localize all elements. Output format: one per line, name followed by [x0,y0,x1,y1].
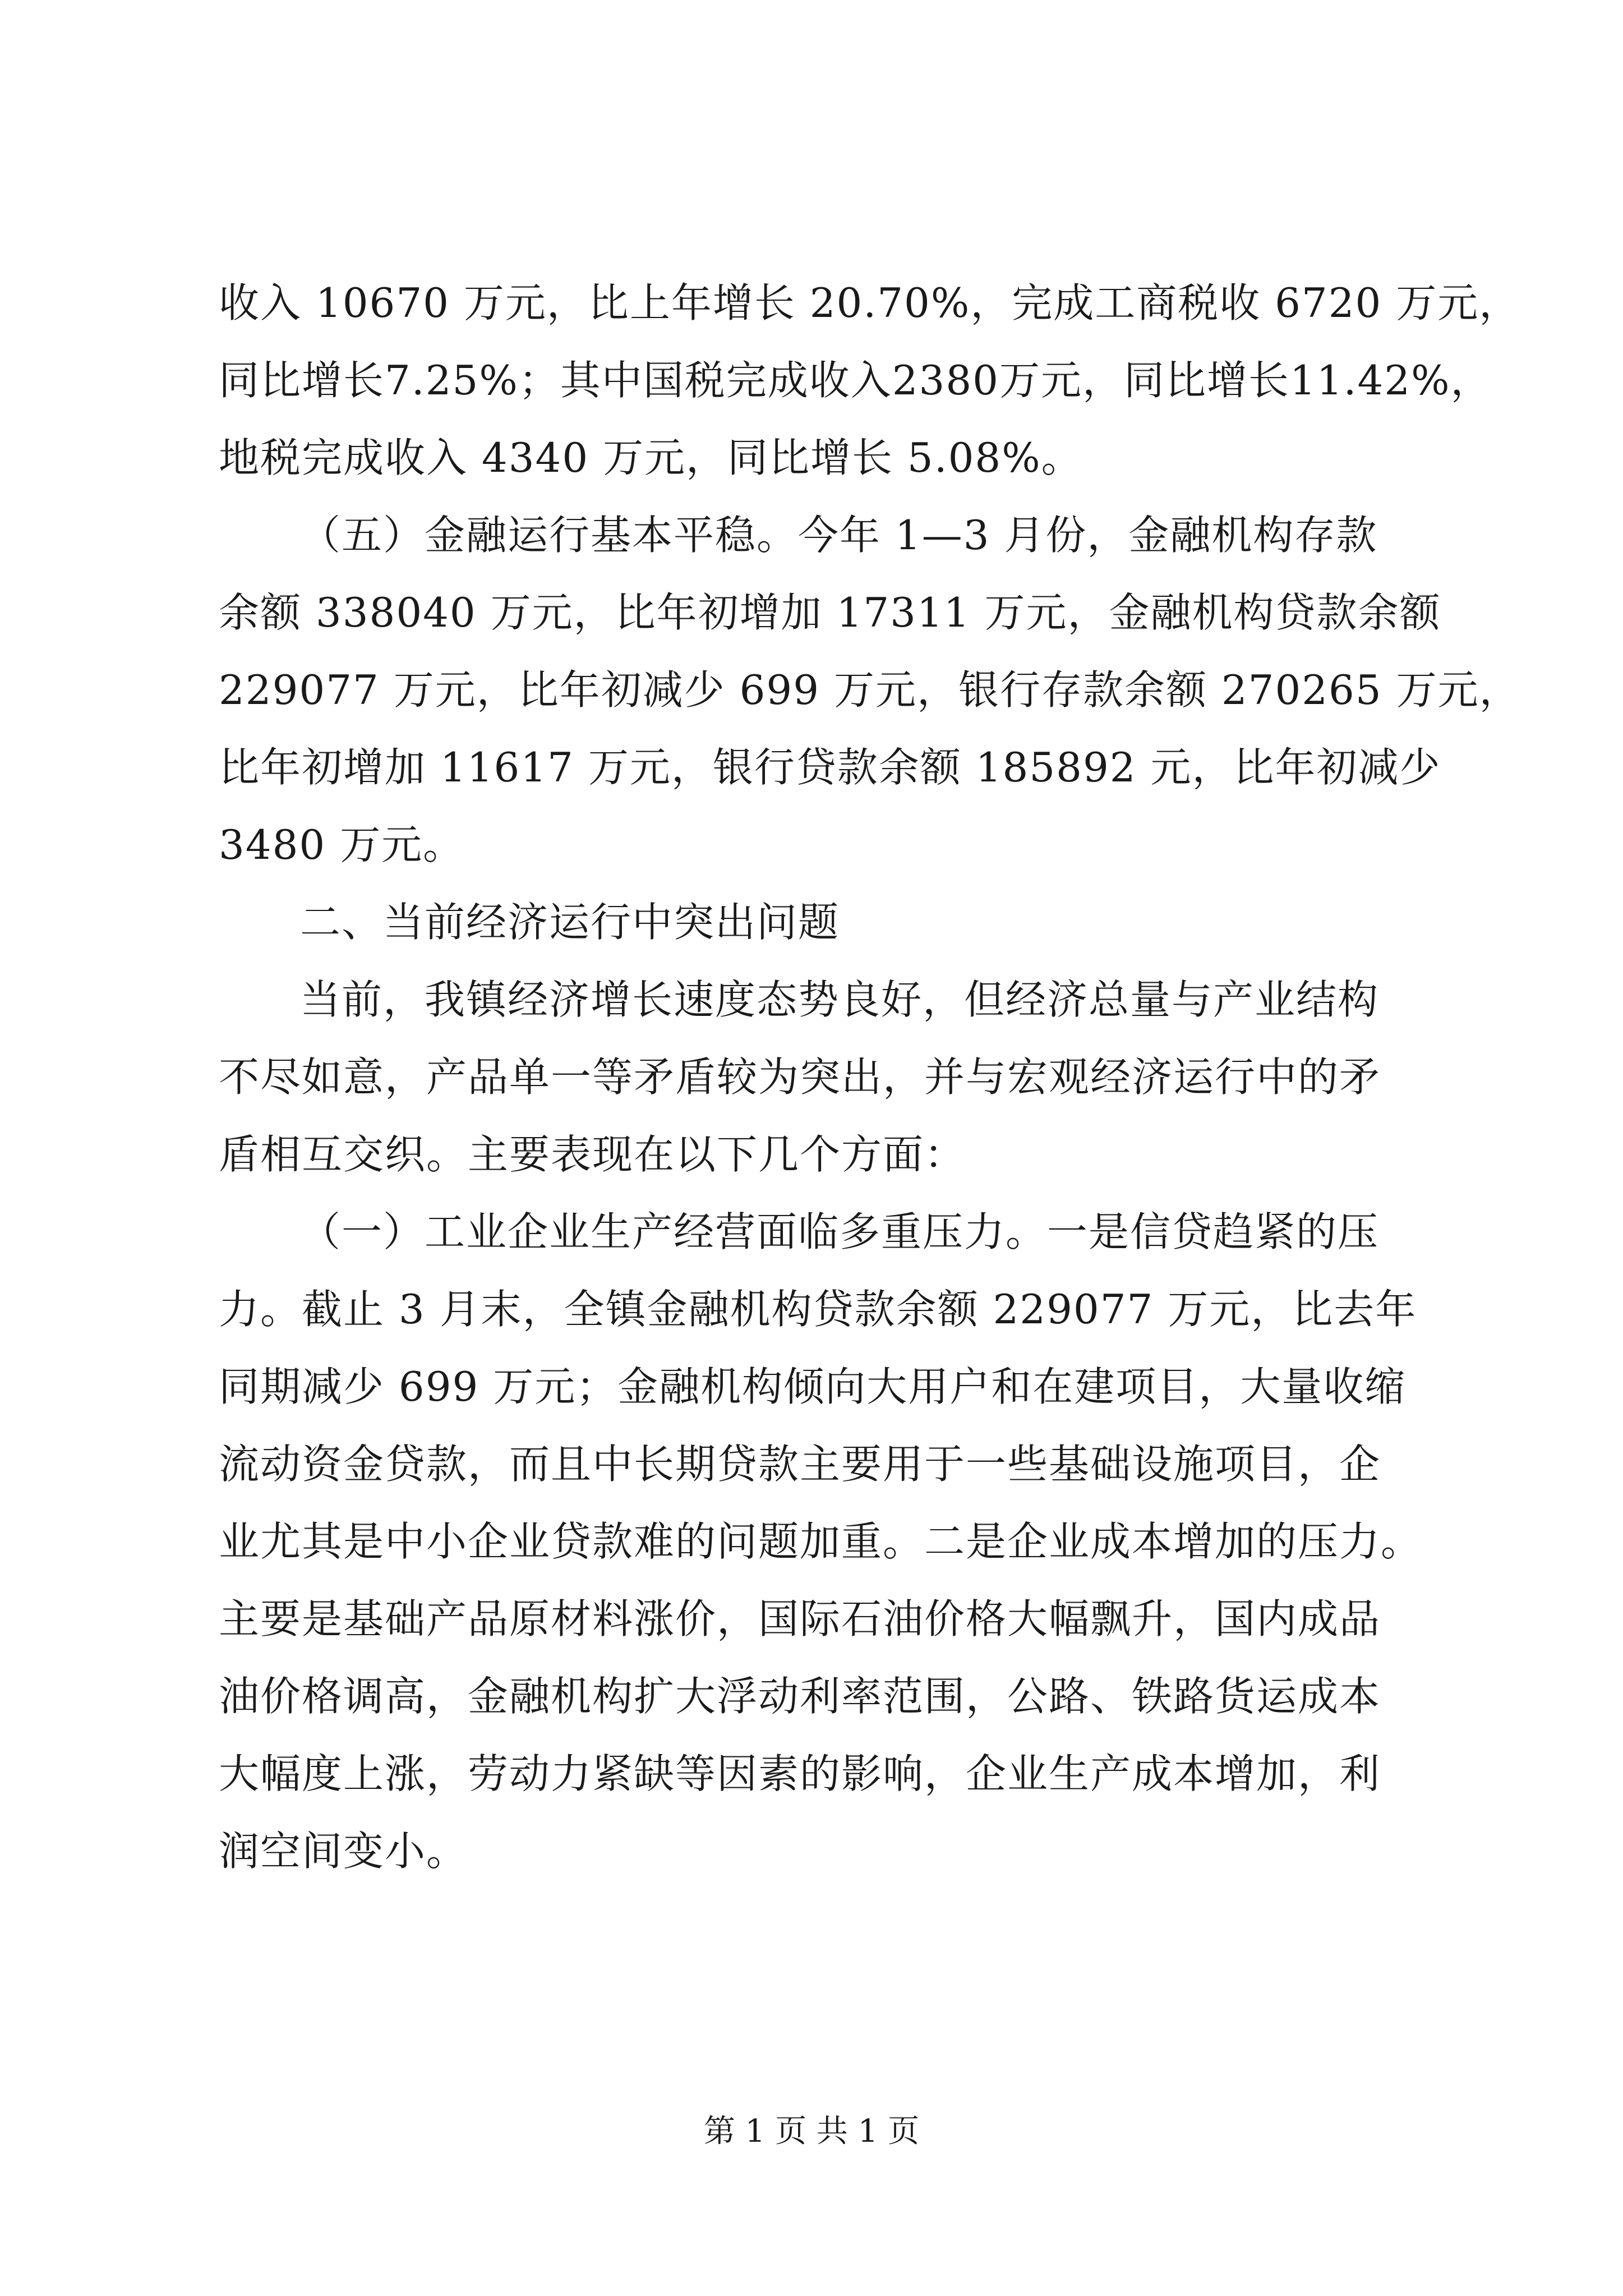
paragraph-start-line: （五）金融运行基本平稳。今年 1—3 月份，金融机构存款 [300,512,1378,559]
text-line: 收入 10670 万元，比上年增长 20.70%，完成工商税收 6720 万元， [219,279,1521,326]
text-line: 盾相互交织。主要表现在以下几个方面： [219,1131,966,1178]
text-line: 同期减少 699 万元；金融机构倾向大用户和在建项目，大量收缩 [219,1363,1407,1410]
paragraph-start-line: 当前，我镇经济增长速度态势良好，但经济总量与产业结构 [300,976,1380,1023]
text-line: 3480 万元。 [219,821,465,868]
text-line: 油价格调高，金融机构扩大浮动利率范围，公路、铁路货运成本 [219,1673,1381,1720]
text-line: 大幅度上涨，劳动力紧缺等因素的影响，企业生产成本增加，利 [219,1750,1381,1797]
text-line: 229077 万元，比年初减少 699 万元，银行存款余额 270265 万元， [219,666,1521,714]
text-line: 同比增长7.25%；其中国税完成收入2380万元，同比增长11.42%， [219,357,1492,404]
text-line: 润空间变小。 [219,1828,468,1875]
section-heading: 二、当前经济运行中突出问题 [300,899,840,946]
text-line: 余额 338040 万元，比年初增加 17311 万元，金融机构贷款余额 [219,589,1441,636]
page-number-footer: 第 1 页 共 1 页 [703,2113,920,2150]
text-line: 比年初增加 11617 万元，银行贷款余额 185892 元，比年初减少 [219,744,1441,791]
text-line: 力。截止 3 月末，全镇金融机构贷款余额 229077 万元，比去年 [219,1286,1417,1333]
paragraph-start-line: （一）工业企业生产经营面临多重压力。一是信贷趋紧的压 [300,1208,1380,1255]
text-line: 不尽如意，产品单一等矛盾较为突出，并与宏观经济运行中的矛 [219,1053,1381,1101]
text-line: 主要是基础产品原材料涨价，国际石油价格大幅飘升，国内成品 [219,1595,1381,1642]
text-line: 流动资金贷款，而且中长期贷款主要用于一些基础设施项目，企 [219,1441,1381,1488]
text-line: 地税完成收入 4340 万元，同比增长 5.08%。 [219,434,1083,481]
text-line: 业尤其是中小企业贷款难的问题加重。二是企业成本增加的压力。 [219,1518,1423,1565]
